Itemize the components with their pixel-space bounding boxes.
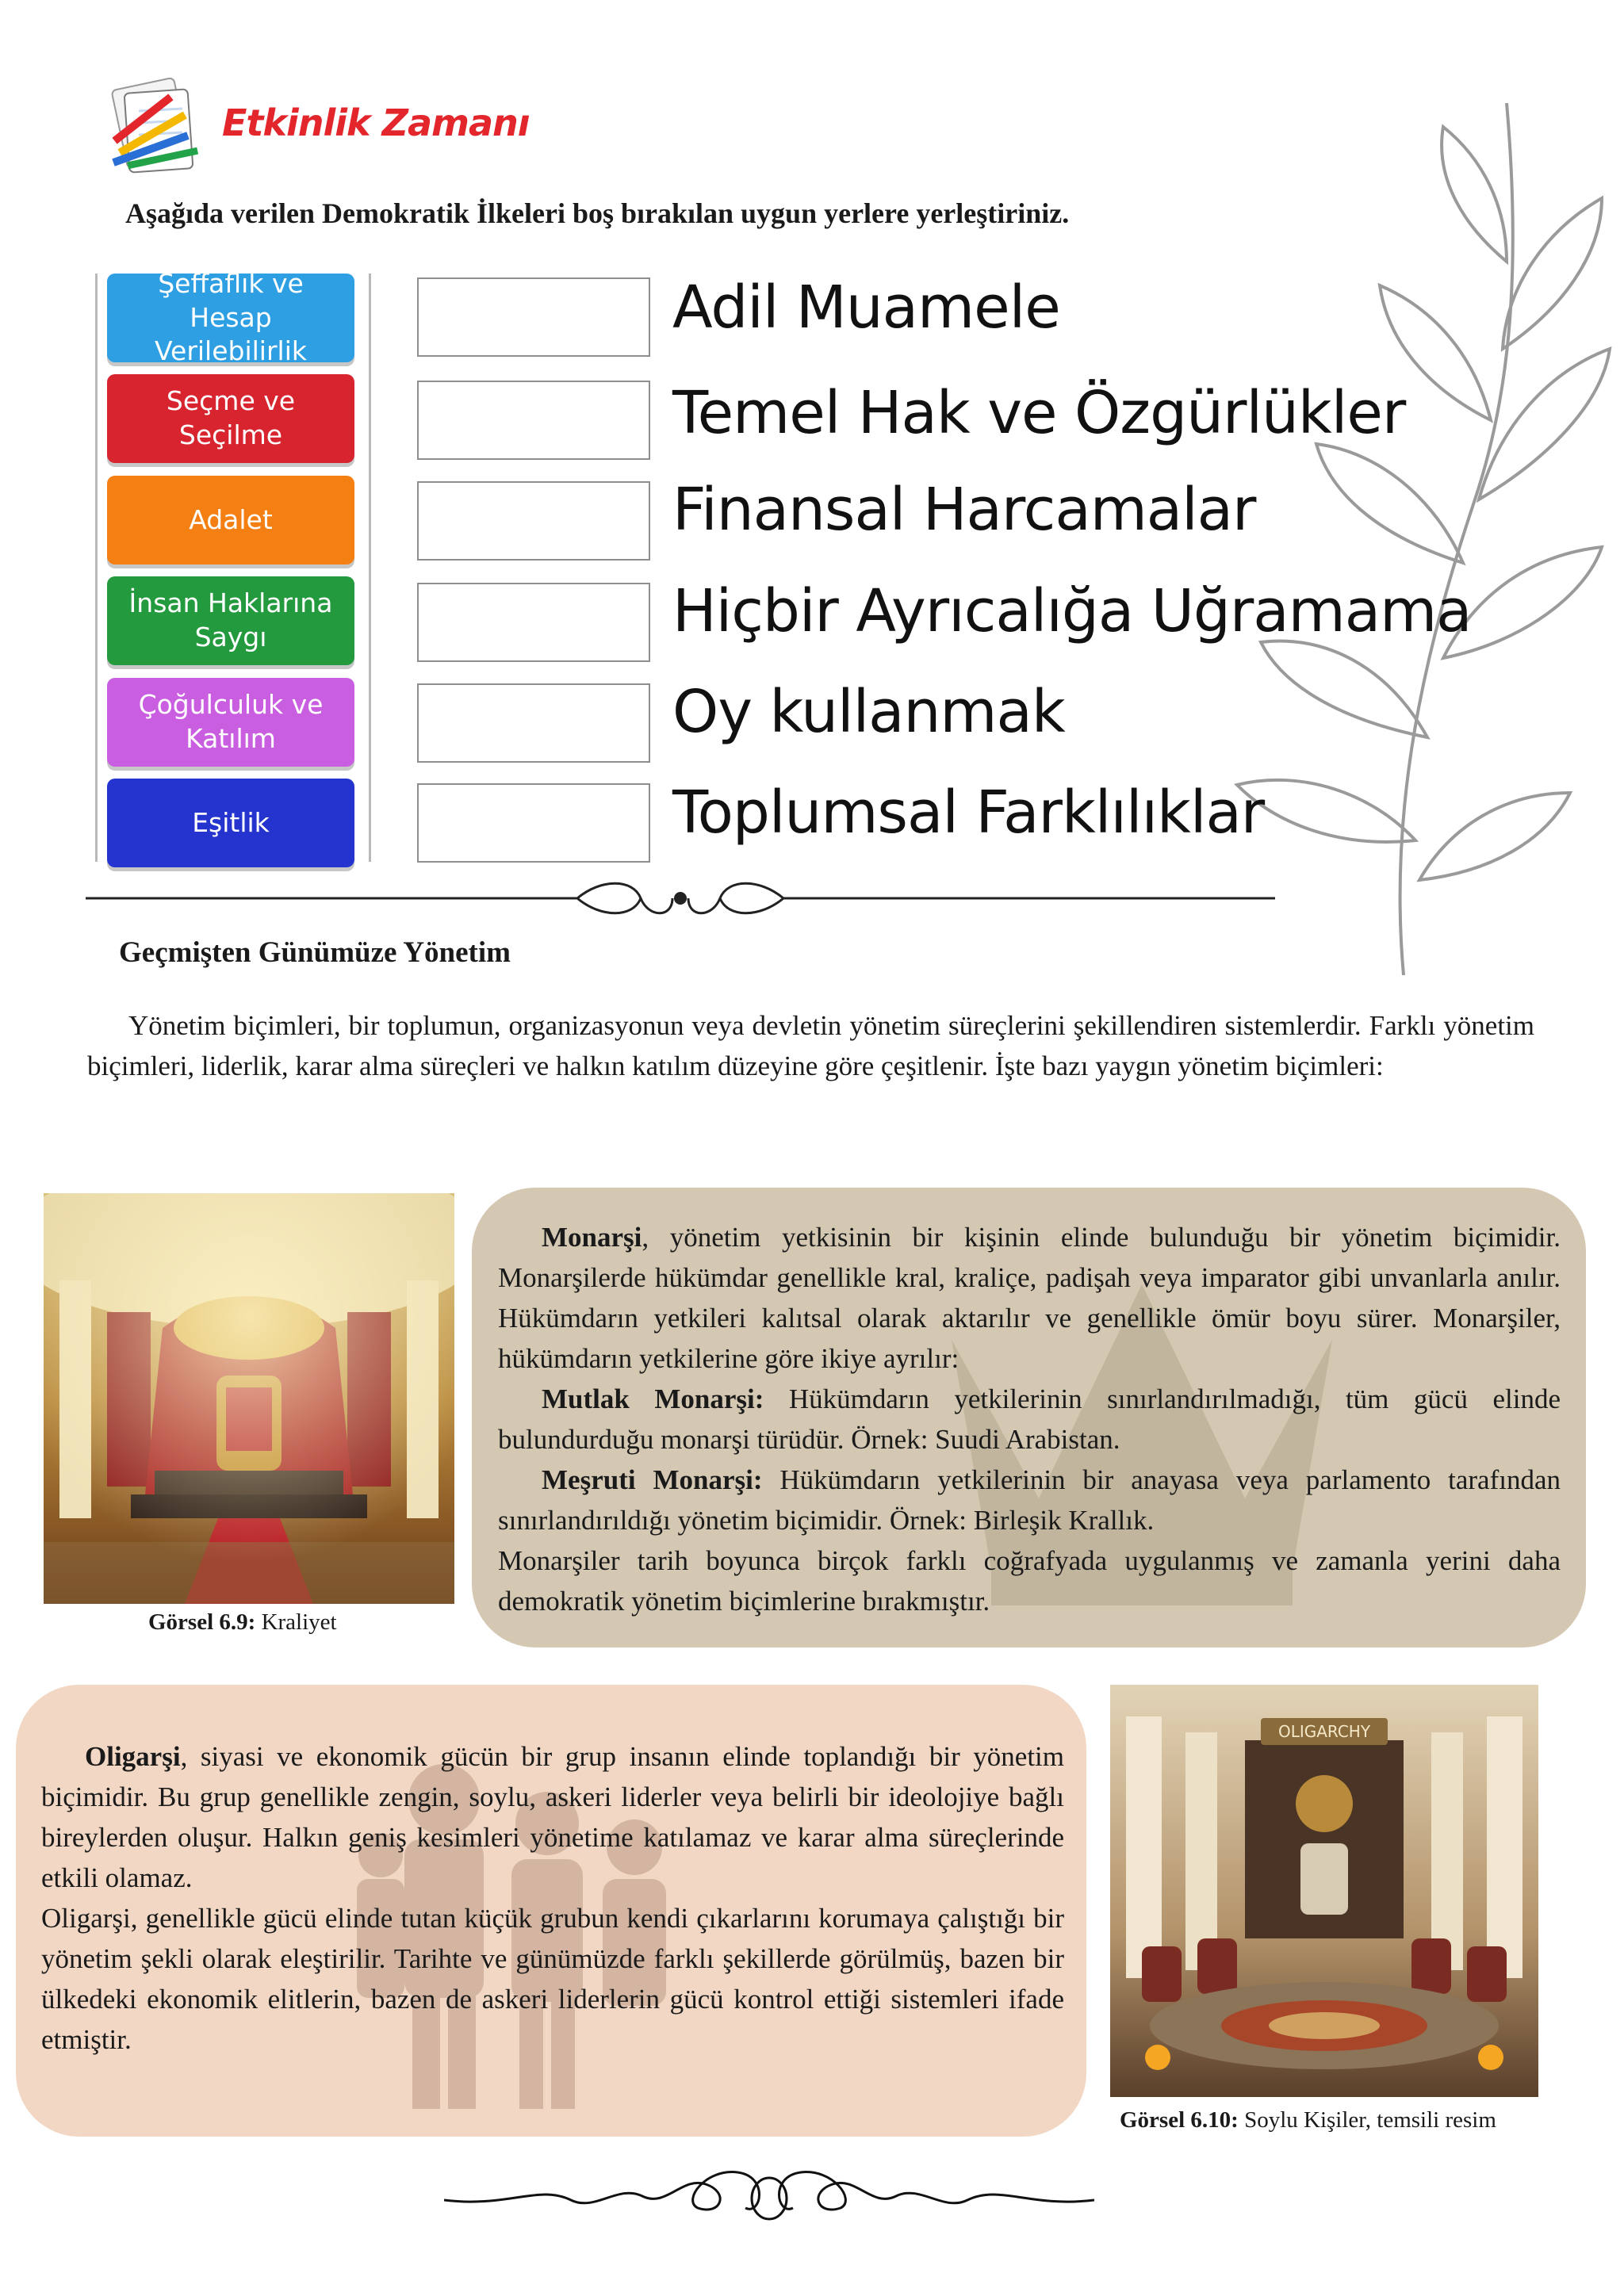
concept-1: Adil Muamele [672,274,1060,342]
monarchy-closing: Monarşiler tarih boyunca birçok farklı coğrafyada uygulanmış ve zamanla yerini daha demokratik yönetim biçimlerine bırakmıştır. [498,1545,1561,1617]
absolute-monarchy-term: Mutlak Monarşi: [542,1383,764,1414]
activity-instruction: Aşağıda verilen Demokratik İlkeleri boş bırakılan uygun yerlere yerleştiriniz. [125,197,1070,229]
term-label: Çoğulculuk ve Katılım [138,689,324,754]
throne-room-image [44,1193,454,1604]
concept-2: Temel Hak ve Özgürlükler [672,379,1406,447]
concept-3: Finansal Harcamalar [672,476,1256,544]
answer-box-5[interactable] [417,683,650,763]
monarchy-text [498,1217,1561,1621]
monarchy-term: Monarşi [542,1222,642,1253]
image-caption-oligarchy [1120,2107,1496,2133]
answer-box-6[interactable] [417,783,650,863]
caption-text: Soylu Kişiler, temsili resim [1238,2107,1496,2133]
term-label: Adalet [189,503,273,535]
pencils-notebook-icon [103,75,214,174]
oligarchy-sign: OLIGARCHY [1277,1722,1371,1741]
activity-title: Etkinlik Zamanı [222,101,530,144]
nobles-image [1110,1685,1538,2097]
term-label: Şeffaflık ve Hesap Verilebilirlik [155,267,307,367]
term-button-equality[interactable] [107,779,354,867]
oligarchy-text [41,1736,1064,2060]
section-divider [86,871,1275,926]
term-button-elect[interactable] [107,374,354,463]
section-intro: Yönetim biçimleri, bir toplumun, organizasyonun veya devletin yönetim süreçlerini şekillendiren sistemlerdir. Farklı yönetim biçimleri, liderlik, karar alma süreçleri ve halkın katılım düzeyine göre çeşitlenir. İşte bazı yaygın yönetim biçimleri: [87,1010,1534,1081]
term-label: Eşitlik [192,806,270,838]
caption-label: Görsel 6.9: [148,1609,256,1635]
answer-box-4[interactable] [417,583,650,662]
answer-box-2[interactable] [417,381,650,460]
bottom-flourish [444,2152,1094,2232]
term-button-justice[interactable] [107,476,354,564]
concept-4: Hiçbir Ayrıcalığa Uğramama [672,577,1472,645]
monarchy-definition: , yönetim yetkisinin bir kişinin elinde bulunduğu bir yönetim biçimidir. Monarşilerde hükümdar genellikle kral, kraliçe, padişah veya imparator gibi unvanlarla anılır. Hükümdarın yetkileri kalıtsal olarak aktarılır ve genellikle ömür boyu sürer. Monarşiler, hükümdarın yetkilerine göre ikiye ayrılır: [498,1222,1561,1374]
term-label: Seçme ve Seçilme [166,385,296,450]
term-button-human-rights[interactable] [107,576,354,665]
caption-text: Kraliyet [255,1609,337,1635]
section-title: Geçmişten Günümüze Yönetim [119,936,511,969]
constitutional-monarchy-term: Meşruti Monarşi: [542,1464,763,1495]
concept-5: Oy kullanmak [672,678,1065,746]
term-button-pluralism[interactable] [107,678,354,767]
answer-box-1[interactable] [417,277,650,357]
image-caption-monarchy [148,1609,337,1636]
answer-box-3[interactable] [417,481,650,561]
constitutional-monarchy-text: Hükümdarın yetkilerinin bir anayasa veya parlamento tarafından sınırlandırıldığı yönetim biçimidir. Örnek: Birleşik Krallık. [498,1464,1561,1536]
oligarchy-term: Oligarşi [85,1741,181,1772]
oligarchy-criticism: Oligarşi, genellikle gücü elinde tutan küçük grubun kendi çıkarlarını korumaya çalıştığı bir yönetim şekli olarak eleştirilir. Tarihte ve günümüzde farklı şekillerde görülmüş, bazen bir ülkedeki ekonomik elitlerin, bazen de askeri liderlerin gücü kontrol ettiği sistemleri ifade etmiştir. [41,1903,1064,2055]
caption-label: Görsel 6.10: [1120,2107,1239,2133]
oligarchy-definition: , siyasi ve ekonomik gücün bir grup insanın elinde toplandığı bir yönetim biçimidir. Bu grup genellikle zengin, soylu, askeri liderler veya belirli bir ideolojiye bağlı bireylerden oluşur. Halkın geniş kesimleri yönetime katılamaz ve karar alma süreçlerinde etkili olamaz. [41,1741,1064,1893]
concept-6: Toplumsal Farklılıklar [672,779,1265,847]
term-button-transparency[interactable] [107,267,354,367]
term-label: İnsan Haklarına Saygı [128,587,333,652]
absolute-monarchy-text: Hükümdarın yetkilerinin sınırlandırılmadığı, tüm gücü elinde bulundurduğu monarşi türüdür. Örnek: Suudi Arabistan. [498,1383,1561,1455]
